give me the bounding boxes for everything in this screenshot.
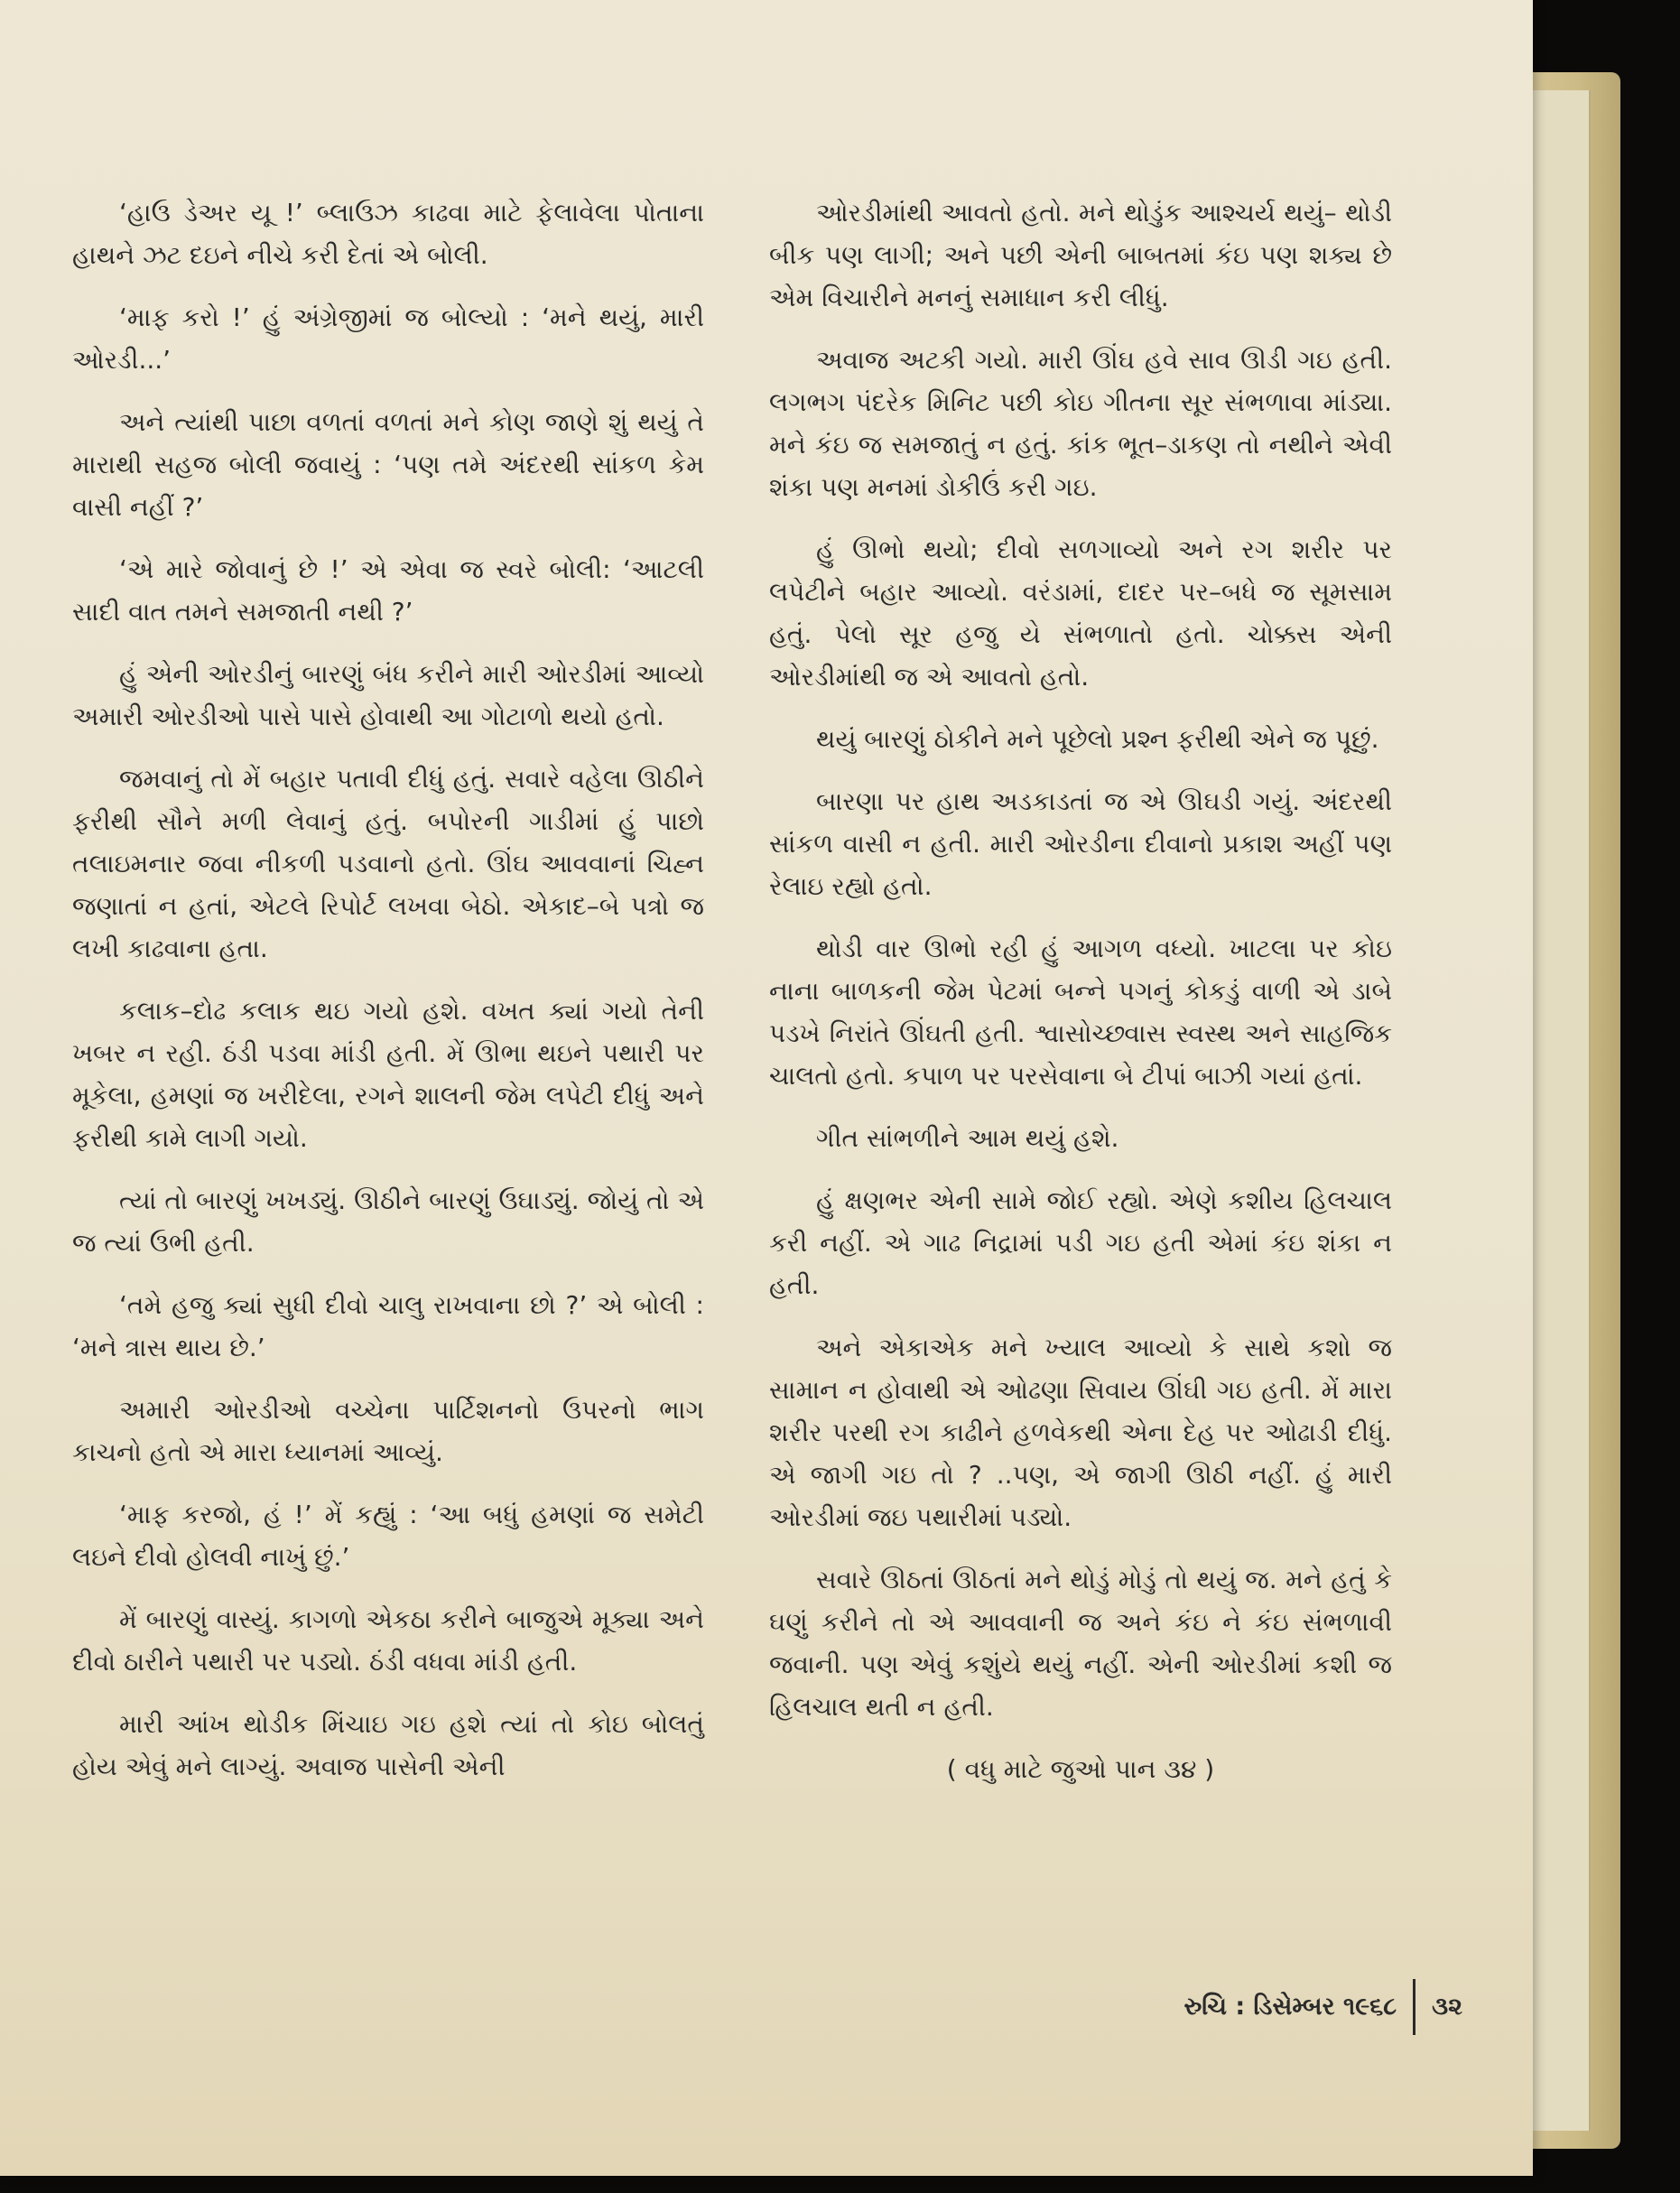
paragraph: અમારી ઓરડીઓ વચ્ચેના પાર્ટિશનનો ઉપરનો ભાગ કાચનો હતો એ મારા ધ્યાનમાં આવ્યું. [72,1395,704,1467]
paragraph: અને એકાએક મને ખ્યાલ આવ્યો કે સાથે કશો જ સામાન ન હોવાથી એ ઓઢણા સિવાય ઊંઘી ગઇ હતી. મેં મારા શરીર પરથી રગ કાઢીને હળવેકથી એના દેહ પર ઓઢાડી દીધું. એ જાગી ગઇ તો ? ..પણ, એ જાગી ઊઠી નહીં. હું મારી ઓરડીમાં જઇ પથારીમાં પડ્યો. [769,1333,1392,1532]
page-footer [993,1982,1462,2032]
paragraph: હું ક્ષણભર એની સામે જોઈ રહ્યો. એણે કશીય હિલચાલ કરી નહીં. એ ગાઢ નિદ્રામાં પડી ગઇ હતી એમાં કંઇ શંકા ન હતી. [769,1185,1392,1300]
paragraph: ‘એ મારે જોવાનું છે !’ એ એવા જ સ્વરે બોલી: ‘આટલી સાદી વાત તમને સમજાતી નથી ?’ [72,554,704,627]
paragraph: ગીત સાંભળીને આમ થયું હશે. [816,1123,1119,1153]
paragraph: થોડી વાર ઊભો રહી હું આગળ વધ્યો. ખાટલા પર કોઇ નાના બાળકની જેમ પેટમાં બન્ને પગનું કોકડું વાળી એ ડાબે પડખે નિરાંતે ઊંઘતી હતી. શ્વાસોચ્છ્વાસ સ્વસ્થ અને સાહજિક ચાલતો હતો. કપાળ પર પરસેવાના બે ટીપાં બાઝી ગયાં હતાં. [769,934,1393,1091]
paragraph: હું ઊભો થયો; દીવો સળગાવ્યો અને રગ શરીર પર લપેટીને બહાર આવ્યો. વરંડામાં, દાદર પર–બધે જ સૂમસામ હતું. પેલો સૂર હજુ યે સંભળાતો હતો. ચોક્કસ એની ઓરડીમાંથી જ એ આવતો હતો. [769,534,1392,692]
footer-divider [1413,1979,1415,2035]
page-number: ૩૨ [1432,1993,1462,2021]
paragraph: સવારે ઊઠતાં ઊઠતાં મને થોડું મોડું તો થયું જ. મને હતું કે ઘણું કરીને તો એ આવવાની જ અને કંઇ ને કંઇ સંભળાવી જવાની. પણ એવું કશુંયે થયું નહીં. એની ઓરડીમાં કશી જ હિલચાલ થતી ન હતી. [769,1565,1392,1722]
continued-note: ( વધુ માટે જુઓ પાન ૩૪ ) [946,1754,1215,1784]
paragraph: ત્યાં તો બારણું ખખડ્યું. ઊઠીને બારણું ઉઘાડ્યું. જોયું તો એ જ ત્યાં ઉભી હતી. [72,1185,704,1258]
paragraph: કલાક–દોઢ કલાક થઇ ગયો હશે. વખત ક્યાં ગયો તેની ખબર ન રહી. ઠંડી પડવા માંડી હતી. મેં ઊભા થઇને પથારી પર મૂકેલા, હમણાં જ ખરીદેલા, રગને શાલની જેમ લપેટી દીધું અને ફરીથી કામે લાગી ગયો. [72,996,704,1153]
right-column [769,191,1392,1810]
paragraph: ‘તમે હજુ ક્યાં સુધી દીવો ચાલુ રાખવાના છો ?’ એ બોલી : ‘મને ત્રાસ થાય છે.’ [72,1290,704,1362]
paragraph: થયું બારણું ઠોકીને મને પૂછેલો પ્રશ્ન ફરીથી એને જ પૂછું. [816,724,1379,754]
paragraph: મારી આંખ થોડીક મિંચાઇ ગઇ હશે ત્યાં તો કોઇ બોલતું હોય એવું મને લાગ્યું. અવાજ પાસેની એની [72,1709,704,1781]
magazine-issue: રુચિ : ડિસેમ્બર ૧૯૬૮ [1183,1993,1397,2021]
paragraph: અવાજ અટકી ગયો. મારી ઊંઘ હવે સાવ ઊડી ગઇ હતી. લગભગ પંદરેક મિનિટ પછી કોઇ ગીતના સૂર સંભળાવા માંડ્યા. મને કંઇ જ સમજાતું ન હતું. કાંક ભૂત–ડાકણ તો નથીને એવી શંકા પણ મનમાં ડોકીઉં કરી ગઇ. [769,345,1392,502]
paragraph: મેં બારણું વાસ્યું. કાગળો એકઠા કરીને બાજુએ મૂક્યા અને દીવો ઠારીને પથારી પર પડ્યો. ઠંડી વધવા માંડી હતી. [72,1604,704,1677]
paragraph: અને ત્યાંથી પાછા વળતાં વળતાં મને કોણ જાણે શું થયું તે મારાથી સહજ બોલી જવાયું : ‘પણ તમે અંદરથી સાંકળ કેમ વાસી નહીં ?’ [72,407,704,522]
paragraph: ‘માફ કરજો, હં !’ મેં કહ્યું : ‘આ બધું હમણાં જ સમેટી લઇને દીવો હોલવી નાખું છું.’ [72,1500,704,1572]
paragraph: ‘હાઉ ડેઅર યૂ !’ બ્લાઉઝ કાઢવા માટે ફેલાવેલા પોતાના હાથને ઝટ દઇને નીચે કરી દેતાં એ બોલી. [72,198,704,270]
paragraph: ઓરડીમાંથી આવતો હતો. મને થોડુંક આશ્ચર્ય થયું– થોડી બીક પણ લાગી; અને પછી એની બાબતમાં કંઇ પણ શક્ય છે એમ વિચારીને મનનું સમાધાન કરી લીધું. [769,198,1392,312]
left-column [72,191,704,1807]
paragraph: હું એની ઓરડીનું બારણું બંધ કરીને મારી ઓરડીમાં આવ્યો અમારી ઓરડીઓ પાસે પાસે હોવાથી આ ગોટાળો થયો હતો. [72,659,704,731]
paragraph: જમવાનું તો મેં બહાર પતાવી દીધું હતું. સવારે વહેલા ઊઠીને ફરીથી સૌને મળી લેવાનું હતું. બપોરની ગાડીમાં હું પાછો તલાઇમનાર જવા નીકળી પડવાનો હતો. ઊંઘ આવવાનાં ચિહ્ન જણાતાં ન હતાં, એટલે રિપોર્ટ લખવા બેઠો. એકાદ–બે પત્રો જ લખી કાઢવાના હતા. [72,764,704,963]
paragraph: બારણા પર હાથ અડકાડતાં જ એ ઊઘડી ગયું. અંદરથી સાંકળ વાસી ન હતી. મારી ઓરડીના દીવાનો પ્રકાશ અહીં પણ રેલાઇ રહ્યો હતો. [769,786,1392,901]
paragraph: ‘માફ કરો !’ હું અંગ્રેજીમાં જ બોલ્યો : ‘મને થયું, મારી ઓરડી...’ [72,302,704,375]
